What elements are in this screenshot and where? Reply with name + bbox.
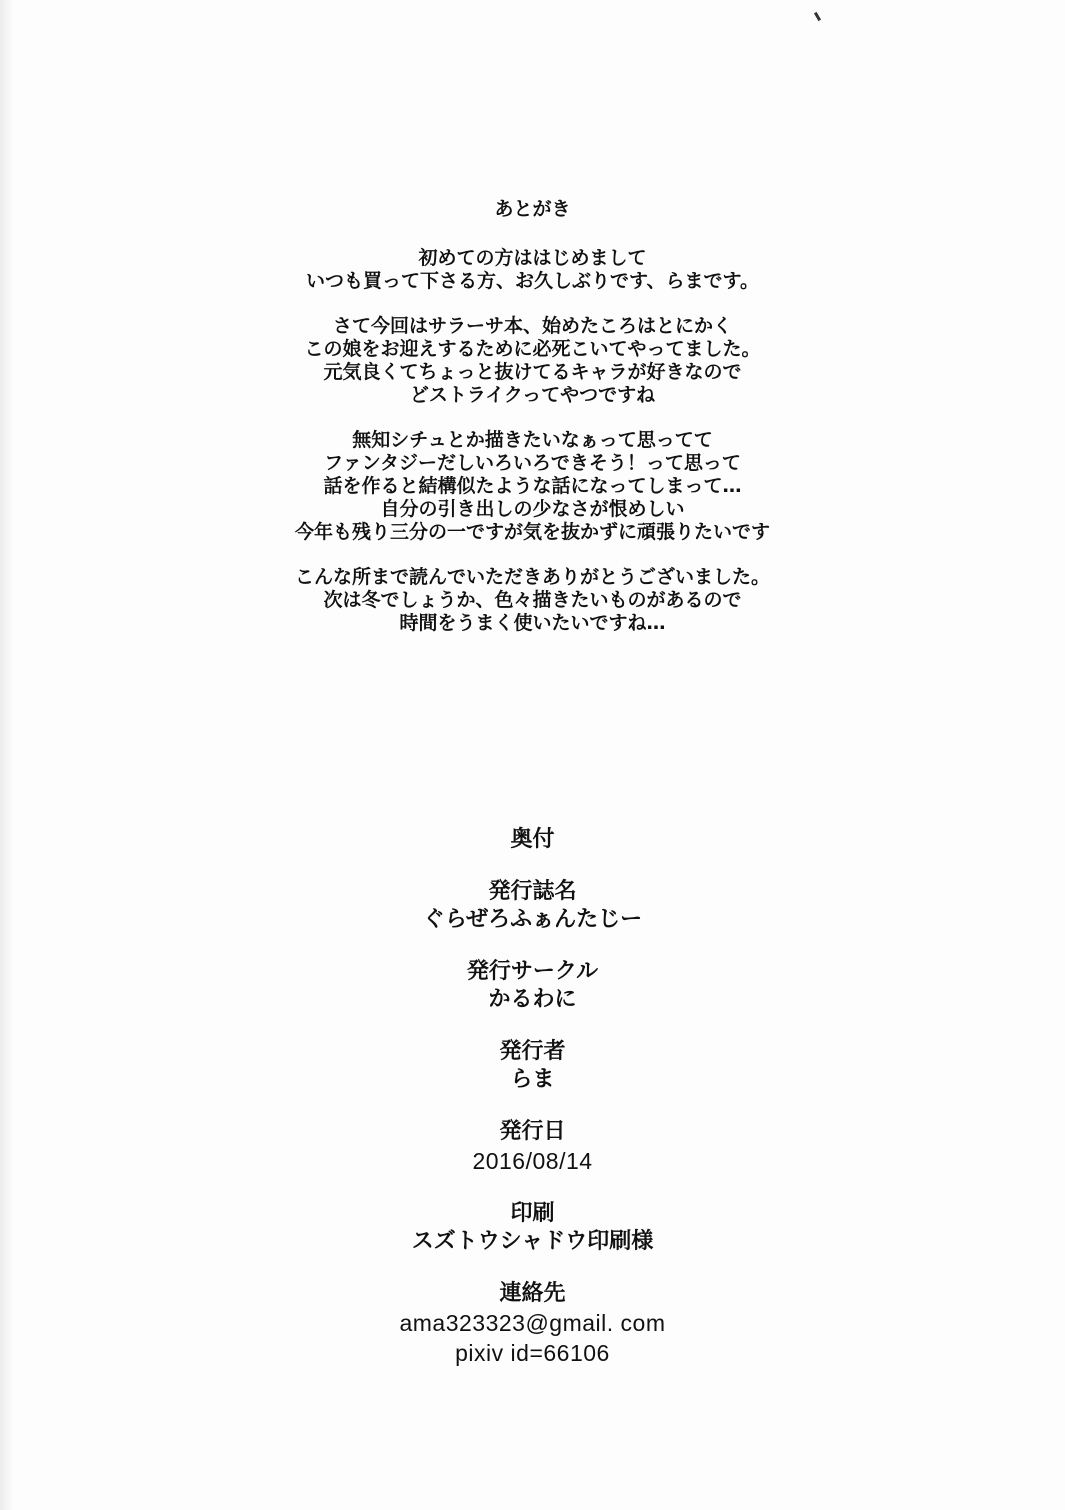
colophon-label: 発行サークル xyxy=(466,959,599,984)
colophon-entry-printer xyxy=(0,1200,1065,1256)
colophon-label: 印刷 xyxy=(510,1201,555,1226)
scan-speck xyxy=(814,12,821,21)
colophon-value: かるわに xyxy=(488,987,577,1012)
colophon-entry-title xyxy=(0,878,1065,934)
afterword-paragraph xyxy=(0,566,1065,635)
afterword-line: いつも買って下さる方、お久しぶりです、らまです。 xyxy=(306,270,759,292)
afterword-line: 自分の引き出しの少なさが恨めしい xyxy=(380,498,685,520)
colophon-label: 発行者 xyxy=(499,1039,566,1064)
afterword-line: 話を作ると結構似たような話になってしまって… xyxy=(323,475,742,497)
colophon-label: 連絡先 xyxy=(499,1281,566,1306)
afterword-line: 時間をうまく使いたいですね… xyxy=(399,612,666,634)
colophon-section xyxy=(0,826,1065,1392)
afterword-paragraph xyxy=(0,315,1065,407)
colophon-entry-publisher xyxy=(0,1038,1065,1094)
colophon-entry-contact xyxy=(0,1280,1065,1368)
colophon-value: スズトウシャドウ印刷様 xyxy=(411,1229,654,1254)
colophon-label: 発行誌名 xyxy=(488,879,577,904)
colophon-title: 奥付 xyxy=(510,827,555,852)
colophon-entry-circle xyxy=(0,958,1065,1014)
afterword-line: 元気良くてちょっと抜けてるキャラが好きなので xyxy=(323,361,742,383)
afterword-line: 無知シチュとか描きたいなぁって思ってて xyxy=(352,429,713,451)
afterword-line: 次は冬でしょうか、色々描きたいものがあるので xyxy=(323,589,742,611)
afterword-title: あとがき xyxy=(494,198,571,220)
colophon-value: 2016/08/14 xyxy=(472,1148,593,1174)
afterword-line: こんな所まで読んでいただきありがとうございました。 xyxy=(294,566,770,588)
afterword-paragraph xyxy=(0,429,1065,544)
colophon-label: 発行日 xyxy=(499,1119,566,1144)
colophon-entry-date xyxy=(0,1118,1065,1176)
afterword-section xyxy=(0,198,1065,657)
colophon-value: ぐらぜろふぁんたじー xyxy=(422,907,643,932)
afterword-line: さて今回はサラーサ本、始めたころはとにかく xyxy=(332,315,732,337)
afterword-paragraph xyxy=(0,247,1065,293)
contact-email: ama323323@gmail. com xyxy=(399,1310,666,1336)
afterword-line: 初めての方ははじめまして xyxy=(418,247,647,269)
afterword-line: この娘をお迎えするために必死こいてやってました。 xyxy=(304,338,761,360)
afterword-line: どストライクってやつですね xyxy=(409,384,656,406)
afterword-line: ファンタジーだしいろいろできそう！って思って xyxy=(324,452,741,474)
afterword-line: 今年も残り三分の一ですが気を抜かずに頑張りたいです xyxy=(294,521,770,543)
contact-pixiv-id: pixiv id=66106 xyxy=(455,1340,610,1366)
colophon-value: らま xyxy=(510,1067,555,1092)
